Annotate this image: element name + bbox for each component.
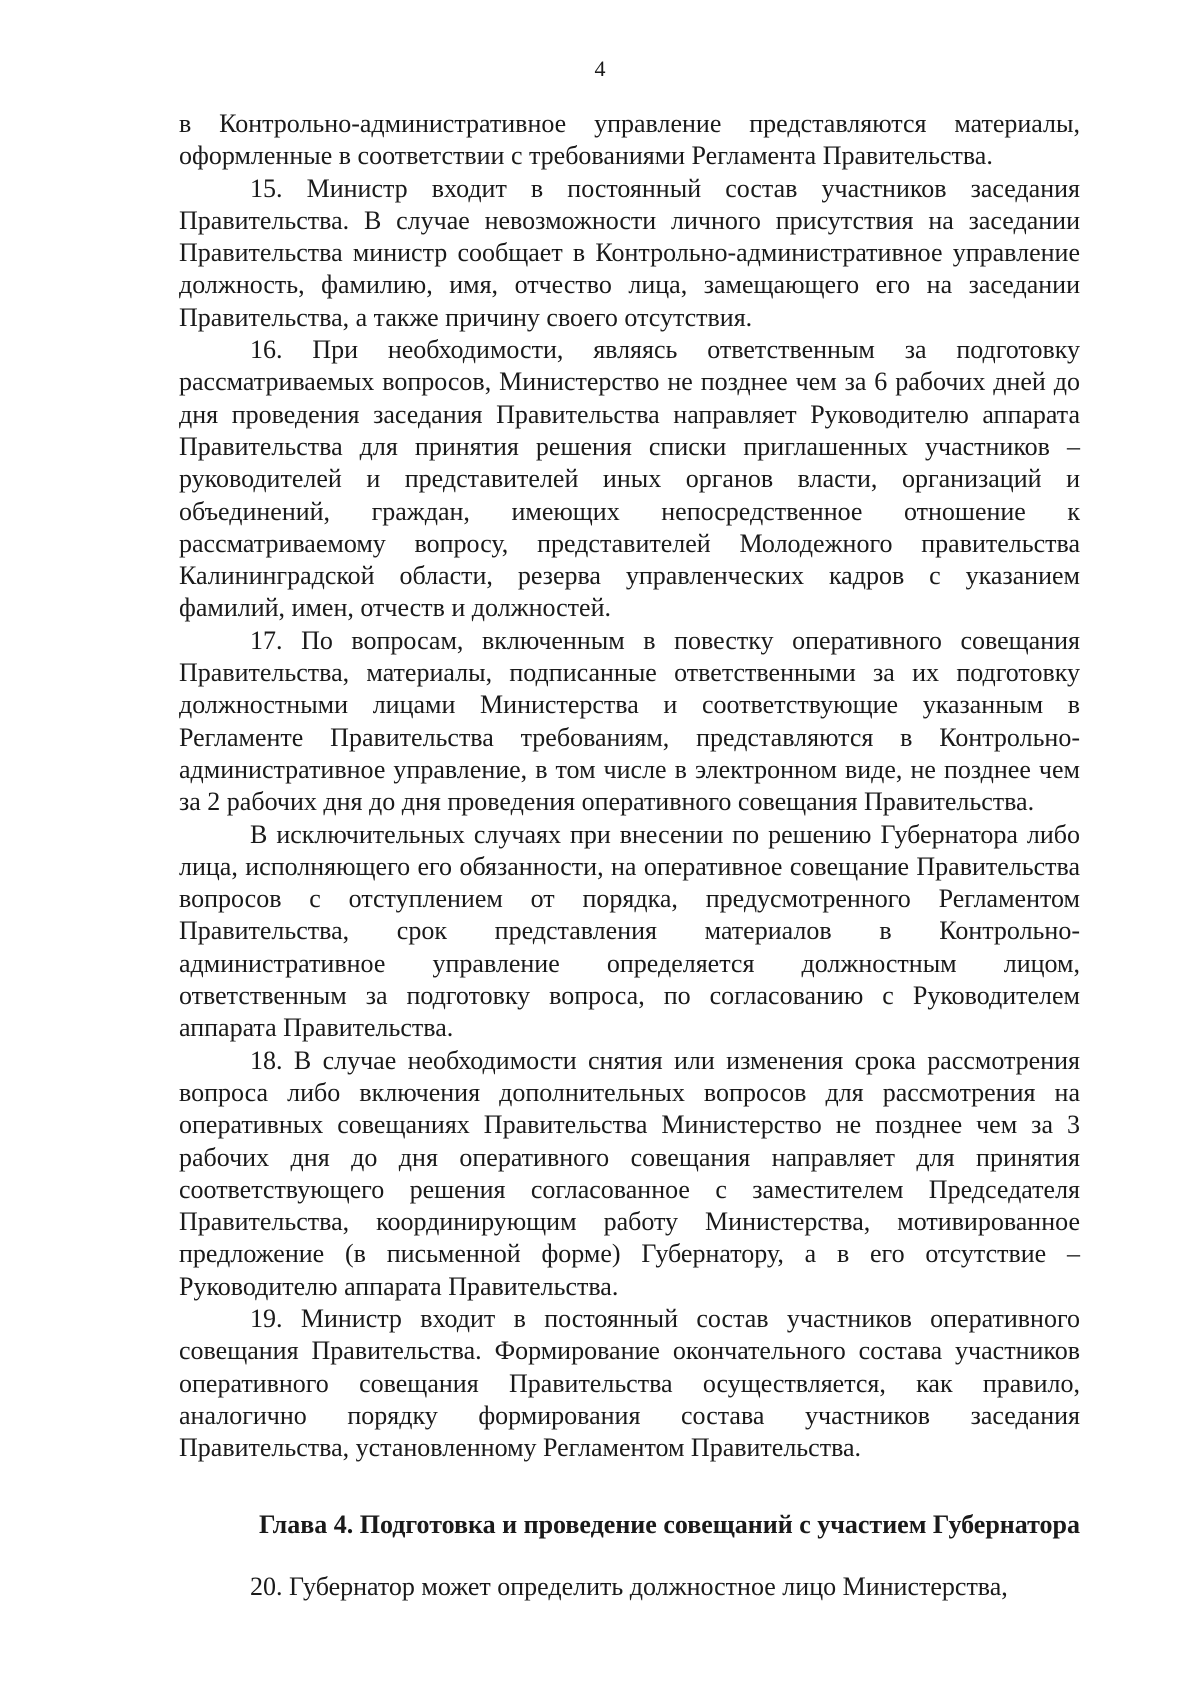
paragraph-15: 15. Министр входит в постоянный состав участников заседания Правительства. В случае невозможности личного присутствия на заседании Правительства министр сообщает в Контрольно-административное управление должность, фамилию, имя, отчество лица, замещающего его на заседании Правительства, а также причину своего отсутствия. [179, 173, 1080, 332]
chapter-heading: Глава 4. Подготовка и проведение совещаний с участием Губернатора [259, 1510, 1080, 1540]
paragraph-20: 20. Губернатор может определить должностное лицо Министерства, [250, 1572, 1008, 1602]
paragraph-17: 17. По вопросам, включенным в повестку оперативного совещания Правительства, материалы, подписанные ответственными за их подготовку должностными лицами Министерства и соответствующие указанным в Регламенте Правительства требованиям, представляются в Контрольно-административное управление, в том числе в электронном виде, не позднее чем за 2 рабочих дня до дня проведения оперативного совещания Правительства. [179, 625, 1080, 817]
paragraph-17-exception: В исключительных случаях при внесении по решению Губернатора либо лица, исполняющего его обязанности, на оперативное совещание Правительства вопросов с отступлением от порядка, предусмотренного Регламентом Правительства, срок представления материалов в Контрольно-административное управление определяется должностным лицом, ответственным за подготовку вопроса, по согласованию с Руководителем аппарата Правительства. [179, 819, 1080, 1043]
paragraph-18: 18. В случае необходимости снятия или изменения срока рассмотрения вопроса либо включения дополнительных вопросов для рассмотрения на оперативных совещаниях Правительства Министерство не позднее чем за 3 рабочих дня до дня оперативного совещания направляет для принятия соответствующего решения согласованное с заместителем Председателя Правительства, координирующим работу Министерства, мотивированное предложение (в письменной форме) Губернатору, а в его отсутствие – Руководителю аппарата Правительства. [179, 1045, 1080, 1301]
page-number: 4 [594, 56, 606, 81]
paragraph-16: 16. При необходимости, являясь ответственным за подготовку рассматриваемых вопросов, Министерство не позднее чем за 6 рабочих дней до дня проведения заседания Правительства направляет Руководителю аппарата Правительства для принятия решения списки приглашенных участников – руководителей и представителей иных органов власти, организаций и объединений, граждан, имеющих непосредственное отношение к рассматриваемому вопросу, представителей Молодежного правительства Калининградской области, резерва управленческих кадров с указанием фамилий, имен, отчеств и должностей. [179, 335, 1080, 623]
paragraph-continuation: в Контрольно-административное управление представляются материалы, оформленные в соответствии с требованиями Регламента Правительства. [179, 109, 1080, 171]
document-body [179, 108, 1080, 1604]
paragraph-19: 19. Министр входит в постоянный состав участников оперативного совещания Правительства. Формирование окончательного состава участников оперативного совещания Правительства осуществляется, как правило, аналогично порядку формирования состава участников заседания Правительства, установленному Регламентом Правительства. [179, 1303, 1080, 1463]
